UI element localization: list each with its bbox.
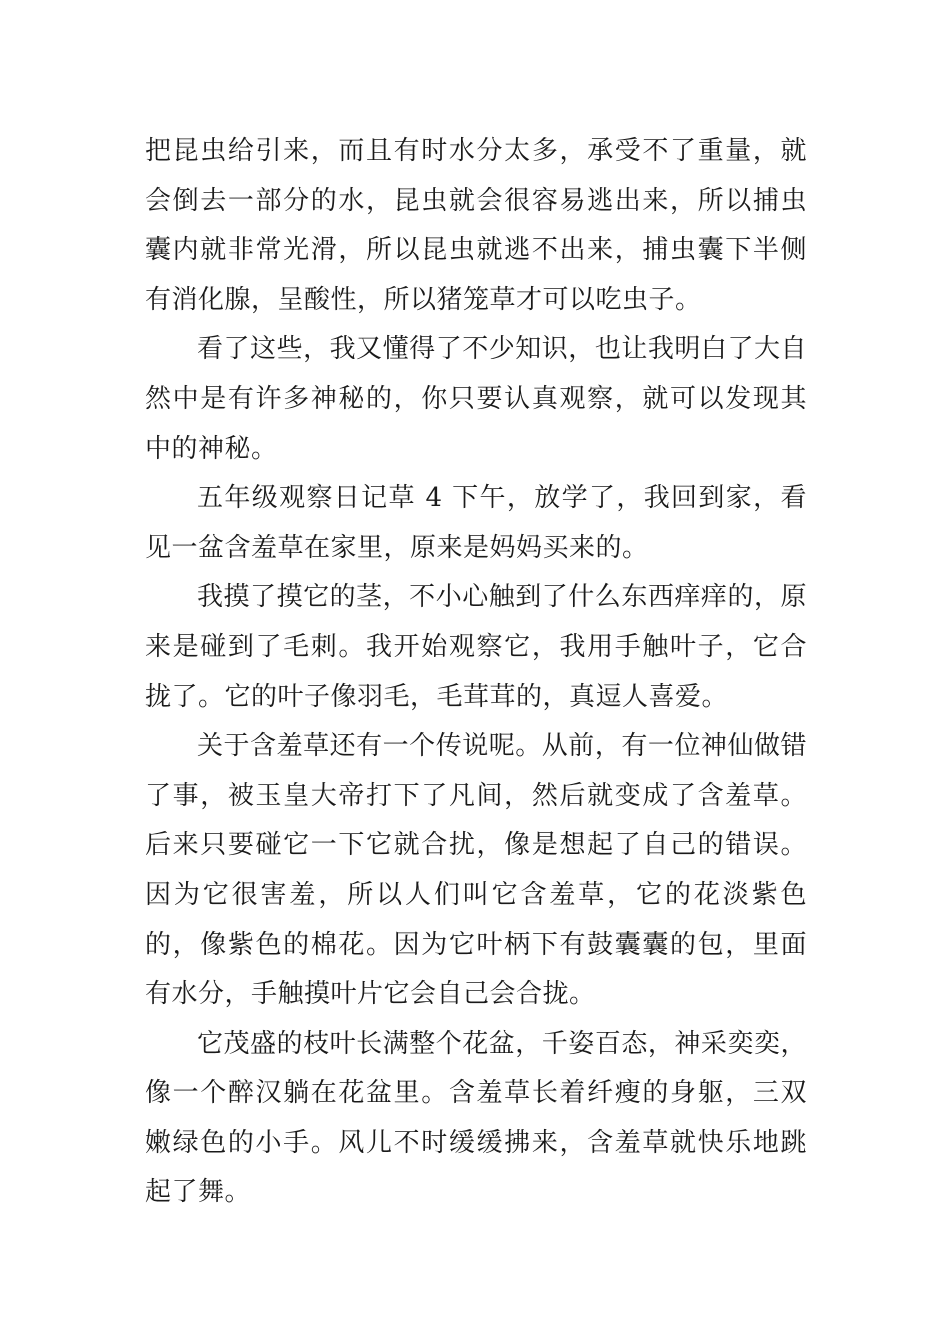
paragraph-5: 关于含羞草还有一个传说呢。从前，有一位神仙做错了事，被玉皇大帝打下了凡间，然后就变成了含羞草。后来只要碰它一下它就合扰，像是想起了自己的错误。因为它很害羞，所以人们叫它含羞草，它的花淡紫色的，像紫色的棉花。因为它叶柄下有鼓囊囊的包，里面有水分，手触摸叶片它会自己会合拢。 [145, 731, 807, 1010]
paragraph-6: 它茂盛的枝叶长满整个花盆，千姿百态，神采奕奕，像一个醉汉躺在花盆里。含羞草长着纤瘦的身躯，三双嫩绿色的小手。风儿不时缓缓拂来，含羞草就快乐地跳起了舞。 [145, 1028, 807, 1208]
paragraph-2: 看了这些，我又懂得了不少知识，也让我明白了大自然中是有许多神秘的，你只要认真观察，就可以发现其中的神秘。 [145, 334, 807, 464]
paragraph-1: 把昆虫给引来，而且有时水分太多，承受不了重量，就会倒去一部分的水，昆虫就会很容易逃出来，所以捕虫囊内就非常光滑，所以昆虫就逃不出来，捕虫囊下半侧有消化腺，呈酸性，所以猪笼草才可以吃虫子。 [145, 136, 807, 315]
paragraph-3: 五年级观察日记草 4 下午，放学了，我回到家，看见一盆含羞草在家里，原来是妈妈买来的。 [145, 483, 807, 563]
paragraph-4: 我摸了摸它的茎，不小心触到了什么东西痒痒的，原来是碰到了毛刺。我开始观察它，我用手触叶子，它合拢了。它的叶子像羽毛，毛茸茸的，真逗人喜爱。 [145, 582, 807, 712]
body-text [145, 127, 807, 1218]
